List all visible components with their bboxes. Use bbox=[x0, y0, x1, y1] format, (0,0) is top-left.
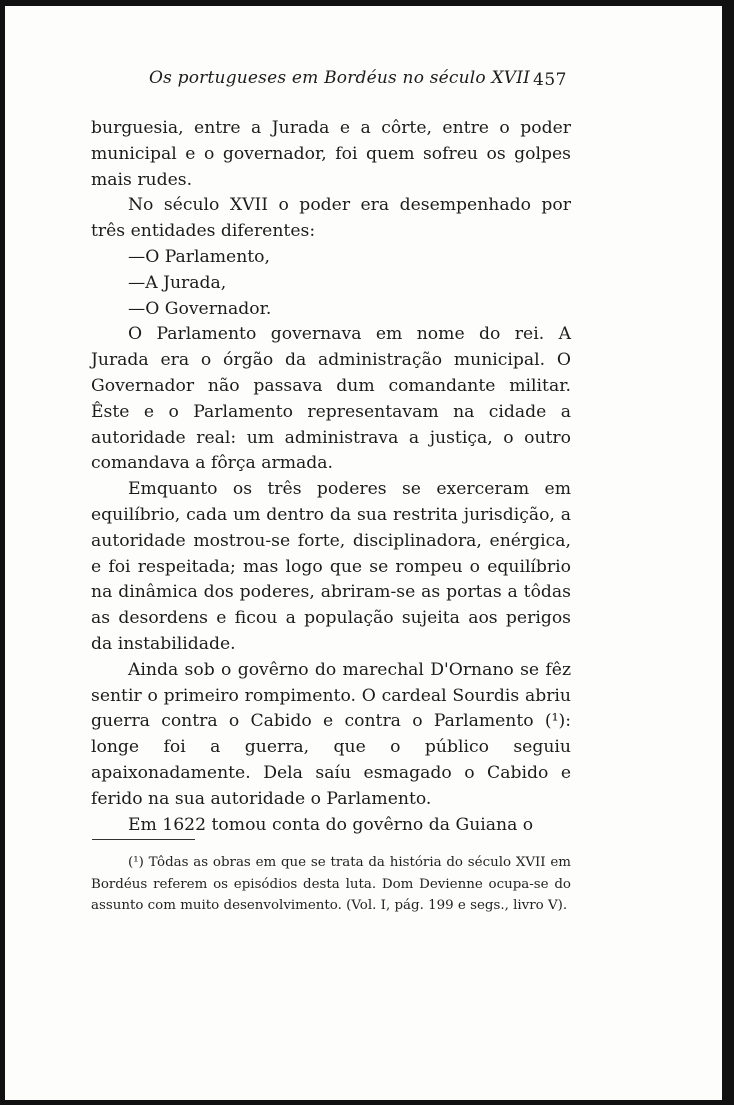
list-item-parlamento: —O Parlamento, bbox=[128, 246, 270, 267]
footnote-divider bbox=[92, 839, 195, 840]
page-number: 457 bbox=[533, 70, 567, 90]
footnote bbox=[91, 852, 571, 917]
list-item-governador: —O Governador. bbox=[128, 298, 272, 319]
body-text bbox=[91, 116, 571, 838]
running-title: Os portugueses em Bordéus no século XVII bbox=[149, 68, 531, 88]
list-item-jurada: —A Jurada, bbox=[128, 272, 227, 293]
book-page bbox=[91, 62, 571, 838]
page-header bbox=[91, 62, 571, 96]
footnote-text: (¹) Tôdas as obras em que se trata da história do século XVII em Bordéus referem os episódios desta luta. Dom Devienne ocupa-se do assunto com muito desenvolvimento. (Vol. I, pág. 199 e segs., livro V). bbox=[91, 855, 571, 913]
paragraph-continuation: burguesia, entre a Jurada e a côrte, entre o poder municipal e o governador, foi quem sofreu os golpes mais rudes. bbox=[91, 118, 571, 190]
paragraph-entities-intro: No século XVII o poder era desempenhado por três entidades diferentes: bbox=[91, 195, 571, 242]
paragraph-equilibrio: Emquanto os três poderes se exerceram em equilíbrio, cada um dentro da sua restrita jurisdição, a autoridade mostrou-se forte, disciplinadora, enérgica, e foi respeitada; mas logo que se rompeu o equilíbrio na dinâmica dos poderes, abriram-se as portas a tôdas as desordens e ficou a população sujeita aos perigos da instabilidade. bbox=[91, 479, 571, 654]
paragraph-ornano: Ainda sob o govêrno do marechal D'Ornano se fêz sentir o primeiro rompimento. O cardeal Sourdis abriu guerra contra o Cabido e contra o Parlamento (¹): longe foi a guerra, que o público seguiu apaixonadamente. Dela saíu esmagado o Cabido e ferido na sua autoridade o Parlamento. bbox=[91, 659, 571, 809]
paragraph-parlamento: O Parlamento governava em nome do rei. A Jurada era o órgão da administração municipal. O Governador não passava dum comandante militar. Êste e o Parlamento representavam na cidade a autoridade real: um administrava a justiça, o outro comandava a fôrça armada. bbox=[91, 324, 571, 474]
paragraph-1622: Em 1622 tomou conta do govêrno da Guiana o bbox=[128, 814, 534, 835]
